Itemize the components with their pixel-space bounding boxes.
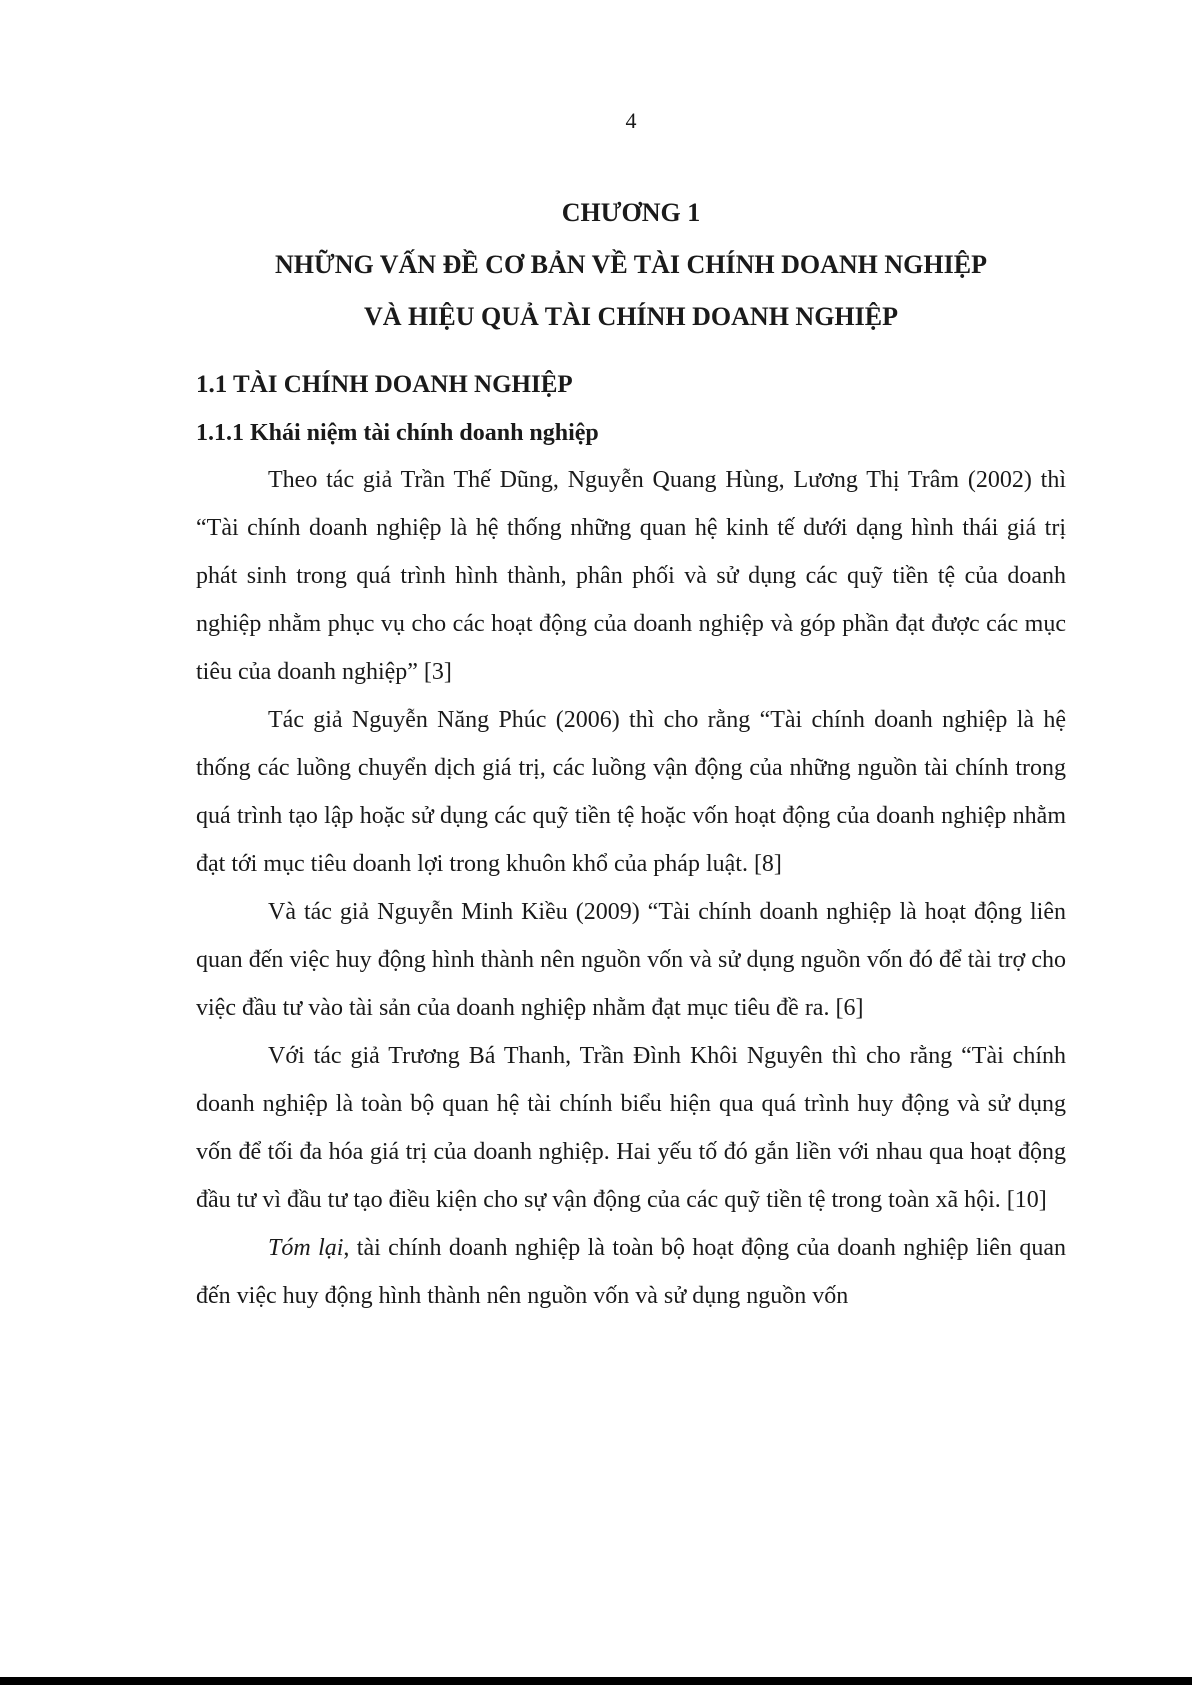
summary-lead: Tóm lại [268, 1235, 344, 1261]
chapter-title-line-2: VÀ HIỆU QUẢ TÀI CHÍNH DOANH NGHIỆP [363, 302, 898, 331]
definition-paragraph-2: Tác giả Nguyễn Năng Phúc (2006) thì cho rằng “Tài chính doanh nghiệp là hệ thống các luồng chuyển dịch giá trị, các luồng vận động của những nguồn tài chính trong quá trình tạo lập hoặc sử dụng các quỹ tiền tệ hoặc vốn hoạt động của doanh nghiệp nhằm đạt tới mục tiêu doanh lợi trong khuôn khổ của pháp luật. [8] [196, 707, 1066, 877]
summary-text: , tài chính doanh nghiệp là toàn bộ hoạt động của doanh nghiệp liên quan đến việc huy động hình thành nên nguồn vốn và sử dụng nguồn vốn [196, 1235, 1066, 1309]
definition-paragraph-4: Với tác giả Trương Bá Thanh, Trần Đình Khôi Nguyên thì cho rằng “Tài chính doanh nghiệp là toàn bộ quan hệ tài chính biểu hiện qua quá trình huy động và sử dụng vốn để tối đa hóa giá trị của doanh nghiệp. Hai yếu tố đó gắn liền với nhau qua hoạt động đầu tư vì đầu tư tạo điều kiện cho sự vận động của các quỹ tiền tệ trong toàn xã hội. [10] [196, 1043, 1066, 1213]
bottom-edge-bar [0, 1677, 1192, 1685]
summary-paragraph [196, 1224, 1066, 1320]
section-heading: 1.1 TÀI CHÍNH DOANH NGHIỆP [196, 371, 573, 398]
chapter-title-line-1: NHỮNG VẤN ĐỀ CƠ BẢN VỀ TÀI CHÍNH DOANH NGHIỆP [275, 250, 987, 279]
definition-paragraph-1: Theo tác giả Trần Thế Dũng, Nguyễn Quang Hùng, Lương Thị Trâm (2002) thì “Tài chính doanh nghiệp là hệ thống những quan hệ kinh tế dưới dạng hình thái giá trị phát sinh trong quá trình hình thành, phân phối và sử dụng các quỹ tiền tệ của doanh nghiệp nhằm phục vụ cho các hoạt động của doanh nghiệp và góp phần đạt được các mục tiêu của doanh nghiệp” [3] [196, 467, 1066, 685]
chapter-number: CHƯƠNG 1 [561, 198, 701, 227]
subsection-heading: 1.1.1 Khái niệm tài chính doanh nghiệp [196, 420, 599, 446]
definition-paragraph-3: Và tác giả Nguyễn Minh Kiều (2009) “Tài chính doanh nghiệp là hoạt động liên quan đến việc huy động hình thành nên nguồn vốn và sử dụng nguồn vốn đó để tài trợ cho việc đầu tư vào tài sản của doanh nghiệp nhằm đạt mục tiêu đề ra. [6] [196, 899, 1066, 1021]
page-number: 4 [625, 108, 637, 133]
page-body [196, 360, 1066, 1320]
